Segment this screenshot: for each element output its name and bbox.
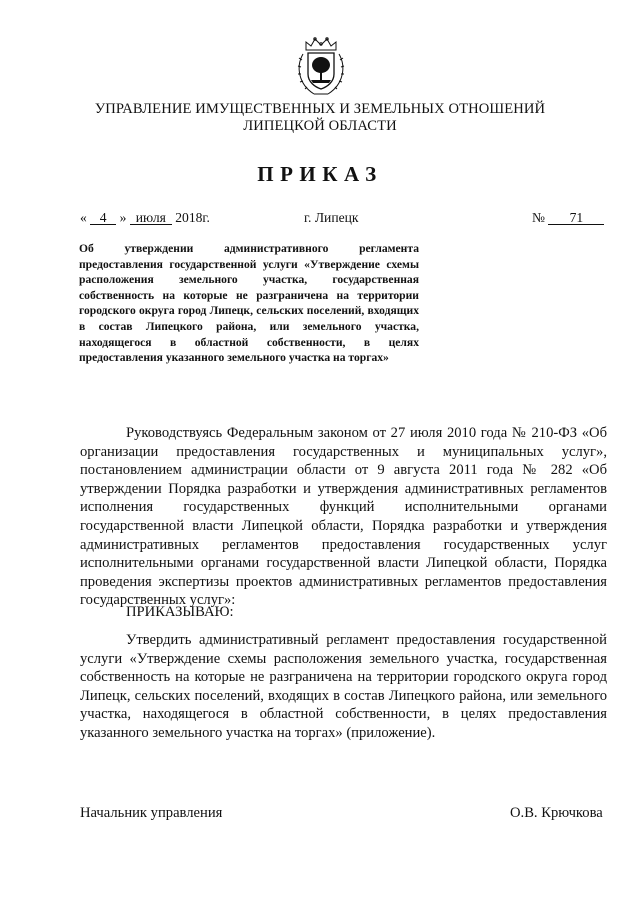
signatory-name: О.В. Крючкова (510, 805, 603, 821)
number-sign: № (532, 210, 545, 225)
order-number (532, 210, 604, 226)
date-year: 2018г. (175, 210, 210, 225)
organization-name-line1: УПРАВЛЕНИЕ ИМУЩЕСТВЕННЫХ И ЗЕМЕЛЬНЫХ ОТНОШЕНИЙ (94, 101, 546, 117)
organization-name-line2: ЛИПЕЦКОЙ ОБЛАСТИ (243, 118, 397, 134)
date-month: июля (130, 211, 172, 225)
document-title: ПРИКАЗ (257, 162, 383, 186)
order-date (80, 210, 210, 226)
preamble-paragraph: Руководствуясь Федеральным законом от 27 июля 2010 года № 210-ФЗ «Об организации предоставления государственных и муниципальных услуг», постановлением администрации области от 9 августа 2011 года № 282 «Об утверждении Порядка разработки и утверждения административных регламентов исполнения государственных функций исполнительными органами государственной власти Липецкой области, Порядка разработки и утверждения административных регламентов предоставления государственных услуг исполнительными органами государственной власти Липецкой области, Порядка проведения экспертизы проектов административных регламентов предоставления государственных услуг»: (80, 425, 607, 609)
signatory-position: Начальник управления (80, 805, 223, 821)
order-city: г. Липецк (304, 210, 359, 225)
date-day: 4 (90, 211, 116, 225)
order-subject: Об утверждении административного регламента предоставления государственной услуги «Утверждение схемы расположения земельного участка, государственная собственность на которые не разграничена на территории городского округа город Липецк, сельских поселений, входящих в состав Липецкого района, или земельного участка, находящегося в областной собственности, в целях предоставления указанного земельного участка на торгах» (79, 242, 419, 365)
decision-paragraph: Утвердить административный регламент предоставления государственной услуги «Утверждение схемы расположения земельного участка, государственная собственность на которые не разграничена на территории городского округа город Липецк, сельских поселений, входящих в состав Липецкого района, или земельного участка, находящегося в областной собственности, в целях предоставления указанного земельного участка на торгах» (приложение). (80, 632, 607, 741)
lipetsk-coat-of-arms-icon (294, 36, 348, 100)
date-quote-close: » (119, 210, 127, 225)
number-value: 71 (548, 211, 604, 225)
date-quote-open: « (80, 210, 87, 225)
order-word: ПРИКАЗЫВАЮ: (126, 604, 234, 620)
